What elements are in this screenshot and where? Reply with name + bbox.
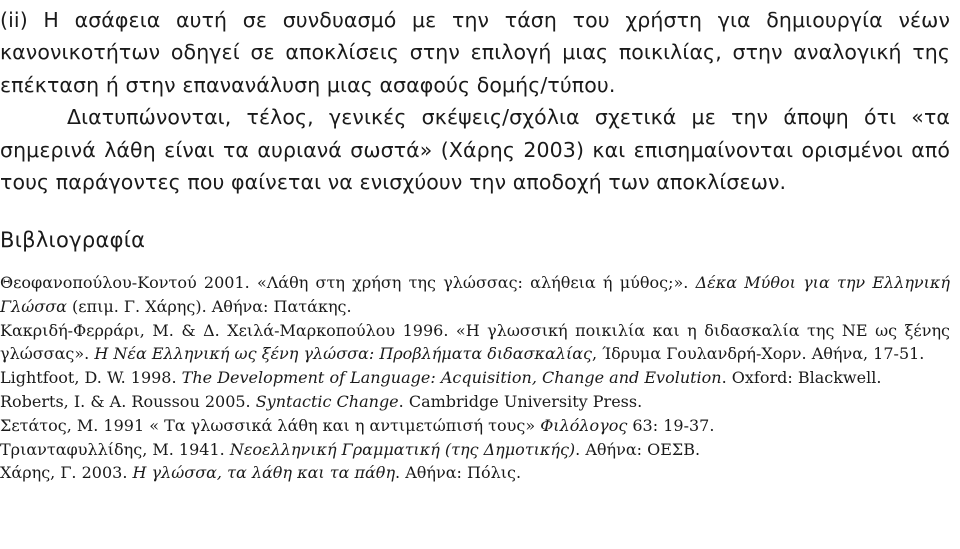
bibliography-entry [0,438,950,462]
entry-publication-details: (επιμ. Γ. Χάρης). Αθήνα: Πατάκης. [66,296,352,316]
entry-publication-details: . Oxford: Blackwell. [721,368,882,388]
entry-italic-title: Δέκα Μύθοι για την Ελληνική Γλώσσα [0,273,950,316]
entry-publication-details: , Ίδρυμα Γουλανδρή-Χορν. Αθήνα, 17-51. [591,344,925,364]
bibliography-list [0,271,950,485]
body-paragraph [0,4,950,198]
bibliography-entry [0,461,950,485]
paragraph-point-ii: (ii) Η ασάφεια αυτή σε συνδυασμό με την τάση του χρήστη για δημιουργία νέων κανονικοτήτων οδηγεί σε αποκλίσεις στην επιλογή μιας ποικιλίας, στην αναλογική της επέκταση ή στην επανανάλυση μιας ασαφούς δομής/τύπου. [0,8,950,97]
entry-author-and-year: Τριανταφυλλίδης, Μ. 1941. [0,439,230,459]
entry-publication-details: . Αθήνα: ΟΕΣΒ. [575,439,701,459]
entry-italic-title: Νεοελληνική Γραμματική (της Δημοτικής) [229,439,576,459]
bibliography-entry [0,414,950,438]
bibliography-entry [0,390,950,414]
entry-publication-details: 63: 19-37. [627,415,715,435]
bibliography-heading: Βιβλιογραφία [0,228,146,252]
entry-publication-details: . Αθήνα: Πόλις. [395,463,522,483]
entry-italic-title: Η Νέα Ελληνική ως ξένη γλώσσα: Προβλήματα διδασκαλίας [94,344,592,364]
bibliography-entry [0,366,950,390]
entry-author-and-year: Roberts, I. & A. Roussou 2005. [0,391,256,411]
bibliography-entry [0,319,950,367]
bibliography-entry [0,271,950,319]
entry-italic-title: Η γλώσσα, τα λάθη και τα πάθη [132,463,396,483]
entry-author-and-article: Κακριδή-Φερράρι, Μ. & Δ. Χειλά-Μαρκοπούλου 1996. «Η γλωσσική ποικιλία και η διδασκαλία της ΝΕ ως ξένης γλώσσας». [0,320,950,364]
entry-author-and-year: Χάρης, Γ. 2003. [0,463,133,483]
entry-italic-title: The Development of Language: Acquisition, Change and Evolution [181,368,722,388]
entry-italic-title: Φιλόλογος [540,415,628,435]
entry-publication-details: . Cambridge University Press. [398,391,643,411]
entry-italic-title: Syntactic Change [255,391,399,411]
entry-author-and-year: Lightfoot, D. W. 1998. [0,368,182,388]
entry-author-and-article: Θεοφανοπούλου-Κοντού 2001. «Λάθη στη χρήση της γλώσσας: αλήθεια ή μύθος;». [0,273,696,292]
paragraph-closing-remarks: Διατυπώνονται, τέλος, γενικές σκέψεις/σχόλια σχετικά με την άποψη ότι «τα σημερινά λάθη είναι τα αυριανά σωστά» (Χάρης 2003) και επισημαίνονται ορισμένοι από τους παράγοντες που φαίνεται να ενισχύουν την αποδοχή των αποκλίσεων. [0,105,950,195]
entry-author-and-article: Σετάτος, Μ. 1991 « Τα γλωσσικά λάθη και η αντιμετώπισή τους» [0,415,541,435]
